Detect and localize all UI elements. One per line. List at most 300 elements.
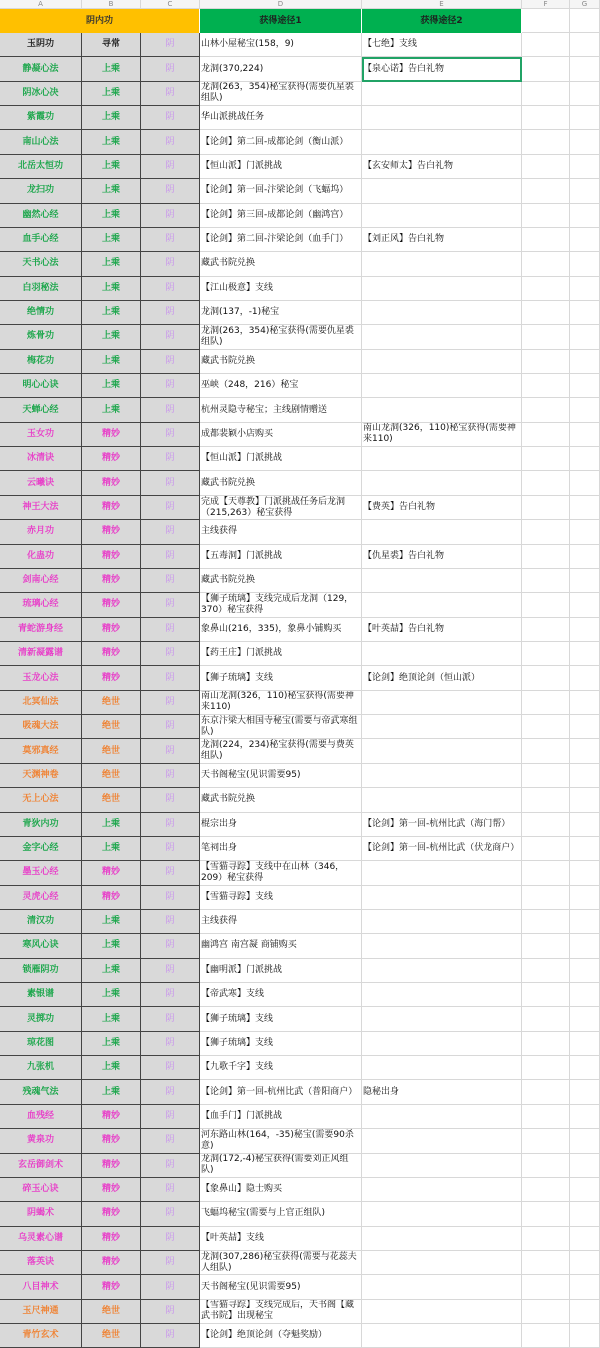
source1-cell[interactable]: 【药王庄】门派挑战	[200, 642, 362, 666]
tier-cell[interactable]: 精妙	[82, 1227, 141, 1251]
tier-cell[interactable]: 精妙	[82, 593, 141, 617]
tier-cell[interactable]: 精妙	[82, 1251, 141, 1275]
empty-cell[interactable]	[570, 593, 600, 617]
tier-cell[interactable]: 绝世	[82, 691, 141, 715]
empty-cell[interactable]	[522, 1105, 570, 1129]
source2-cell[interactable]	[362, 886, 522, 910]
tier-cell[interactable]: 上乘	[82, 910, 141, 934]
type-cell[interactable]: 阴	[141, 545, 200, 569]
skill-name-cell[interactable]: 静凝心法	[0, 57, 82, 81]
empty-cell[interactable]	[522, 934, 570, 958]
empty-cell[interactable]	[570, 886, 600, 910]
skill-name-cell[interactable]: 化蛊功	[0, 545, 82, 569]
type-cell[interactable]: 阴	[141, 642, 200, 666]
source2-cell[interactable]	[362, 593, 522, 617]
empty-cell[interactable]	[570, 106, 600, 130]
skill-name-cell[interactable]: 云曦诀	[0, 471, 82, 495]
empty-cell[interactable]	[522, 569, 570, 593]
source2-cell[interactable]: 【叶英喆】告白礼物	[362, 618, 522, 642]
tier-cell[interactable]: 上乘	[82, 204, 141, 228]
source1-cell[interactable]: 【血手门】门派挑战	[200, 1105, 362, 1129]
skill-name-cell[interactable]: 灵掷功	[0, 1007, 82, 1031]
source1-cell[interactable]: 【叶英喆】支线	[200, 1227, 362, 1251]
empty-cell[interactable]	[522, 520, 570, 544]
type-cell[interactable]: 阴	[141, 277, 200, 301]
tier-cell[interactable]: 精妙	[82, 569, 141, 593]
skill-name-cell[interactable]: 青狄内功	[0, 813, 82, 837]
source2-cell[interactable]	[362, 1324, 522, 1348]
empty-cell[interactable]	[522, 642, 570, 666]
empty-cell[interactable]	[570, 764, 600, 788]
source1-cell[interactable]: 笔祠出身	[200, 837, 362, 861]
source1-cell[interactable]: 【幽明派】门派挑战	[200, 959, 362, 983]
source2-cell[interactable]	[362, 179, 522, 203]
empty-cell[interactable]	[522, 983, 570, 1007]
source1-cell[interactable]: 藏武书院兑换	[200, 788, 362, 812]
empty-cell[interactable]	[570, 618, 600, 642]
source1-cell[interactable]: 棍宗出身	[200, 813, 362, 837]
skill-name-cell[interactable]: 碎玉心诀	[0, 1178, 82, 1202]
source2-cell[interactable]	[362, 447, 522, 471]
empty-cell[interactable]	[522, 423, 570, 447]
skill-name-cell[interactable]: 梅花功	[0, 350, 82, 374]
empty-cell[interactable]	[570, 837, 600, 861]
empty-cell[interactable]	[570, 155, 600, 179]
type-cell[interactable]: 阴	[141, 1105, 200, 1129]
skill-name-cell[interactable]: 天蝉心经	[0, 398, 82, 422]
skill-name-cell[interactable]: 剑南心经	[0, 569, 82, 593]
type-cell[interactable]: 阴	[141, 1007, 200, 1031]
skill-name-cell[interactable]: 素银谱	[0, 983, 82, 1007]
type-cell[interactable]: 阴	[141, 618, 200, 642]
empty-cell[interactable]	[522, 739, 570, 763]
type-cell[interactable]: 阴	[141, 1154, 200, 1178]
source2-cell[interactable]: 隐秘出身	[362, 1080, 522, 1104]
tier-cell[interactable]: 上乘	[82, 228, 141, 252]
empty-cell[interactable]	[522, 910, 570, 934]
source2-cell[interactable]: 【费英】告白礼物	[362, 496, 522, 520]
source2-cell[interactable]	[362, 934, 522, 958]
source1-cell[interactable]: 天书阁秘宝(见识需要95)	[200, 764, 362, 788]
type-cell[interactable]: 阴	[141, 179, 200, 203]
source1-cell[interactable]: 【论剑】绝顶论剑（夺魁奖励）	[200, 1324, 362, 1348]
source2-cell[interactable]: 【刘正风】告白礼物	[362, 228, 522, 252]
type-cell[interactable]: 阴	[141, 106, 200, 130]
empty-cell[interactable]	[570, 910, 600, 934]
source2-cell[interactable]	[362, 1227, 522, 1251]
source2-cell[interactable]: 【仇星裘】告白礼物	[362, 545, 522, 569]
empty-cell[interactable]	[522, 301, 570, 325]
skill-name-cell[interactable]: 锁雁阴功	[0, 959, 82, 983]
empty-cell[interactable]	[522, 471, 570, 495]
empty-cell[interactable]	[522, 1251, 570, 1275]
tier-cell[interactable]: 精妙	[82, 1105, 141, 1129]
source2-cell[interactable]	[362, 252, 522, 276]
empty-cell[interactable]	[570, 1056, 600, 1080]
skill-name-cell[interactable]: 灵虎心经	[0, 886, 82, 910]
tier-cell[interactable]: 上乘	[82, 252, 141, 276]
empty-cell[interactable]	[522, 618, 570, 642]
empty-cell[interactable]	[570, 57, 600, 81]
tier-cell[interactable]: 精妙	[82, 496, 141, 520]
type-cell[interactable]: 阴	[141, 959, 200, 983]
tier-cell[interactable]: 寻常	[82, 33, 141, 57]
tier-cell[interactable]: 上乘	[82, 277, 141, 301]
empty-cell[interactable]	[522, 593, 570, 617]
source2-cell[interactable]: 南山龙洞(326，110)秘宝获得(需要神来110)	[362, 423, 522, 447]
empty-cell[interactable]	[522, 325, 570, 349]
source1-cell[interactable]: 藏武书院兑换	[200, 569, 362, 593]
source1-cell[interactable]: 龙洞(137，-1)秘宝	[200, 301, 362, 325]
source2-cell[interactable]	[362, 130, 522, 154]
source2-cell[interactable]	[362, 715, 522, 739]
type-cell[interactable]: 阴	[141, 1178, 200, 1202]
empty-cell[interactable]	[570, 545, 600, 569]
type-cell[interactable]: 阴	[141, 374, 200, 398]
source1-cell[interactable]: 【帝武寒】支线	[200, 983, 362, 1007]
skill-name-cell[interactable]: 龙扫功	[0, 179, 82, 203]
type-cell[interactable]: 阴	[141, 910, 200, 934]
empty-cell[interactable]	[570, 983, 600, 1007]
column-letter-d[interactable]: D	[200, 0, 362, 8]
empty-cell[interactable]	[570, 471, 600, 495]
skill-name-cell[interactable]: 无上心法	[0, 788, 82, 812]
source1-cell[interactable]: 【雪猫寻踪】支线完成后，天书阁【藏武书院】出现秘宝	[200, 1300, 362, 1324]
empty-cell[interactable]	[570, 813, 600, 837]
type-cell[interactable]: 阴	[141, 691, 200, 715]
empty-cell[interactable]	[522, 691, 570, 715]
empty-cell[interactable]	[522, 1227, 570, 1251]
source1-cell[interactable]: 杭州灵隐寺秘宝；主线剧情赠送	[200, 398, 362, 422]
skill-name-cell[interactable]: 冰清诀	[0, 447, 82, 471]
source2-cell[interactable]	[362, 520, 522, 544]
column-letter-b[interactable]: B	[82, 0, 141, 8]
source2-cell[interactable]	[362, 1056, 522, 1080]
source2-cell[interactable]: 【七绝】支线	[362, 33, 522, 57]
empty-cell[interactable]	[570, 447, 600, 471]
tier-cell[interactable]: 精妙	[82, 886, 141, 910]
source2-cell[interactable]	[362, 1275, 522, 1299]
type-cell[interactable]: 阴	[141, 593, 200, 617]
skill-name-cell[interactable]: 乌灵素心谱	[0, 1227, 82, 1251]
empty-cell[interactable]	[570, 1105, 600, 1129]
tier-cell[interactable]: 上乘	[82, 983, 141, 1007]
type-cell[interactable]: 阴	[141, 1275, 200, 1299]
skill-name-cell[interactable]: 玄岳御剑术	[0, 1154, 82, 1178]
tier-cell[interactable]: 上乘	[82, 57, 141, 81]
tier-cell[interactable]: 上乘	[82, 959, 141, 983]
source1-cell[interactable]: 【雪猫寻踪】支线中在山林（346，209）秘宝获得	[200, 861, 362, 885]
skill-name-cell[interactable]: 琉璃心经	[0, 593, 82, 617]
tier-cell[interactable]: 精妙	[82, 1275, 141, 1299]
source2-cell[interactable]: 【论剑】第一回-杭州比武（伏龙商户）	[362, 837, 522, 861]
tier-cell[interactable]: 精妙	[82, 861, 141, 885]
column-letter-f[interactable]: F	[522, 0, 570, 8]
source1-cell[interactable]: 河东路山林(164，-35)秘宝(需要90杀意)	[200, 1129, 362, 1153]
skill-name-cell[interactable]: 阴蝎术	[0, 1202, 82, 1226]
source2-cell[interactable]	[362, 1154, 522, 1178]
source1-cell[interactable]: 东京汴梁大相国寺秘宝(需要与帝武寒组队)	[200, 715, 362, 739]
empty-cell[interactable]	[570, 82, 600, 106]
skill-name-cell[interactable]: 落英诀	[0, 1251, 82, 1275]
source1-cell[interactable]: 成都裴颖小店购买	[200, 423, 362, 447]
empty-cell[interactable]	[522, 228, 570, 252]
skill-name-cell[interactable]: 玉阴功	[0, 33, 82, 57]
empty-cell[interactable]	[522, 715, 570, 739]
source1-cell[interactable]: 【江山极意】支线	[200, 277, 362, 301]
skill-name-cell[interactable]: 血残经	[0, 1105, 82, 1129]
source2-cell[interactable]: 【玄安师太】告白礼物	[362, 155, 522, 179]
empty-cell[interactable]	[570, 1032, 600, 1056]
empty-cell[interactable]	[570, 569, 600, 593]
tier-cell[interactable]: 精妙	[82, 666, 141, 690]
empty-cell[interactable]	[522, 1056, 570, 1080]
skill-name-cell[interactable]: 阴冰心决	[0, 82, 82, 106]
empty-cell[interactable]	[522, 545, 570, 569]
skill-name-cell[interactable]: 玉龙心法	[0, 666, 82, 690]
skill-name-cell[interactable]: 北冥仙法	[0, 691, 82, 715]
source1-cell[interactable]: 巫峡（248，216）秘宝	[200, 374, 362, 398]
source2-cell[interactable]	[362, 325, 522, 349]
skill-name-cell[interactable]: 八目神术	[0, 1275, 82, 1299]
source2-cell[interactable]	[362, 350, 522, 374]
type-cell[interactable]: 阴	[141, 739, 200, 763]
empty-cell[interactable]	[570, 423, 600, 447]
empty-cell[interactable]	[522, 9, 570, 33]
source1-cell[interactable]: 幽鸿宫 南宫凝 商铺购买	[200, 934, 362, 958]
type-cell[interactable]: 阴	[141, 983, 200, 1007]
source2-cell[interactable]	[362, 1202, 522, 1226]
empty-cell[interactable]	[522, 447, 570, 471]
skill-name-cell[interactable]: 清新凝露谱	[0, 642, 82, 666]
source1-cell[interactable]: 【论剑】第一回-汴梁论剑（飞蝠坞）	[200, 179, 362, 203]
skill-name-cell[interactable]: 玉女功	[0, 423, 82, 447]
source2-cell[interactable]	[362, 764, 522, 788]
source1-cell[interactable]: 龙洞(224，234)秘宝获得(需要与费英组队)	[200, 739, 362, 763]
empty-cell[interactable]	[570, 520, 600, 544]
tier-cell[interactable]: 上乘	[82, 130, 141, 154]
empty-cell[interactable]	[522, 1007, 570, 1031]
empty-cell[interactable]	[522, 1275, 570, 1299]
skill-name-cell[interactable]: 天渊神卷	[0, 764, 82, 788]
tier-cell[interactable]: 绝世	[82, 1300, 141, 1324]
type-cell[interactable]: 阴	[141, 1129, 200, 1153]
tier-cell[interactable]: 精妙	[82, 520, 141, 544]
tier-cell[interactable]: 上乘	[82, 934, 141, 958]
empty-cell[interactable]	[522, 57, 570, 81]
empty-cell[interactable]	[570, 739, 600, 763]
type-cell[interactable]: 阴	[141, 569, 200, 593]
tier-cell[interactable]: 上乘	[82, 398, 141, 422]
source2-cell[interactable]	[362, 788, 522, 812]
type-cell[interactable]: 阴	[141, 1324, 200, 1348]
source1-cell[interactable]: 龙洞(263，354)秘宝获得(需要仇星裘组队)	[200, 325, 362, 349]
source1-cell[interactable]: 【论剑】第二回-成都论剑（衡山派）	[200, 130, 362, 154]
empty-cell[interactable]	[570, 1227, 600, 1251]
type-cell[interactable]: 阴	[141, 496, 200, 520]
source1-cell[interactable]: 飞蝠坞秘宝(需要与上官正组队)	[200, 1202, 362, 1226]
source2-cell[interactable]	[362, 82, 522, 106]
empty-cell[interactable]	[570, 325, 600, 349]
source1-cell[interactable]: 象鼻山(216，335)，象鼻小铺购买	[200, 618, 362, 642]
empty-cell[interactable]	[522, 350, 570, 374]
tier-cell[interactable]: 上乘	[82, 155, 141, 179]
skill-name-cell[interactable]: 神王大法	[0, 496, 82, 520]
header-source1-cell[interactable]: 获得途径1	[200, 9, 362, 33]
type-cell[interactable]: 阴	[141, 715, 200, 739]
source1-cell[interactable]: 【狮子琉璃】支线完成后龙洞（129，370）秘宝获得	[200, 593, 362, 617]
empty-cell[interactable]	[570, 1080, 600, 1104]
source1-cell[interactable]: 藏武书院兑换	[200, 252, 362, 276]
type-cell[interactable]: 阴	[141, 813, 200, 837]
tier-cell[interactable]: 上乘	[82, 837, 141, 861]
type-cell[interactable]: 阴	[141, 130, 200, 154]
type-cell[interactable]: 阴	[141, 325, 200, 349]
column-letter-c[interactable]: C	[141, 0, 200, 8]
empty-cell[interactable]	[522, 1202, 570, 1226]
selected-source2-cell[interactable]: 【泉心诺】告白礼物	[362, 57, 522, 81]
empty-cell[interactable]	[570, 398, 600, 422]
skill-name-cell[interactable]: 九张机	[0, 1056, 82, 1080]
source2-cell[interactable]	[362, 1007, 522, 1031]
tier-cell[interactable]: 上乘	[82, 374, 141, 398]
empty-cell[interactable]	[522, 959, 570, 983]
column-letter-e[interactable]: E	[362, 0, 522, 8]
empty-cell[interactable]	[522, 179, 570, 203]
source2-cell[interactable]	[362, 1178, 522, 1202]
empty-cell[interactable]	[570, 666, 600, 690]
skill-name-cell[interactable]: 黄泉功	[0, 1129, 82, 1153]
empty-cell[interactable]	[570, 861, 600, 885]
skill-name-cell[interactable]: 清汉功	[0, 910, 82, 934]
skill-name-cell[interactable]: 青竹玄术	[0, 1324, 82, 1348]
empty-cell[interactable]	[570, 252, 600, 276]
source2-cell[interactable]: 【论剑】第一回-杭州比武（海门帮）	[362, 813, 522, 837]
source2-cell[interactable]	[362, 1105, 522, 1129]
empty-cell[interactable]	[522, 666, 570, 690]
skill-name-cell[interactable]: 莫邪真经	[0, 739, 82, 763]
empty-cell[interactable]	[570, 959, 600, 983]
source2-cell[interactable]	[362, 374, 522, 398]
source1-cell[interactable]: 【论剑】第二回-汴梁论剑（血手门）	[200, 228, 362, 252]
source1-cell[interactable]: 【雪猫寻踪】支线	[200, 886, 362, 910]
skill-name-cell[interactable]: 残魂气法	[0, 1080, 82, 1104]
empty-cell[interactable]	[522, 1178, 570, 1202]
tier-cell[interactable]: 上乘	[82, 325, 141, 349]
source1-cell[interactable]: 【狮子琉璃】支线	[200, 1007, 362, 1031]
source1-cell[interactable]: 龙洞(172,-4)秘宝获得(需要刘正风组队)	[200, 1154, 362, 1178]
source2-cell[interactable]	[362, 959, 522, 983]
empty-cell[interactable]	[570, 691, 600, 715]
empty-cell[interactable]	[570, 374, 600, 398]
source2-cell[interactable]	[362, 106, 522, 130]
tier-cell[interactable]: 上乘	[82, 1032, 141, 1056]
source2-cell[interactable]	[362, 398, 522, 422]
source2-cell[interactable]	[362, 739, 522, 763]
skill-name-cell[interactable]: 明心心诀	[0, 374, 82, 398]
source1-cell[interactable]: 龙洞(263，354)秘宝获得(需要仇星裘组队)	[200, 82, 362, 106]
empty-cell[interactable]	[570, 179, 600, 203]
source1-cell[interactable]: 藏武书院兑换	[200, 350, 362, 374]
tier-cell[interactable]: 上乘	[82, 301, 141, 325]
type-cell[interactable]: 阴	[141, 301, 200, 325]
empty-cell[interactable]	[570, 1178, 600, 1202]
source1-cell[interactable]: 【象鼻山】隐士购买	[200, 1178, 362, 1202]
type-cell[interactable]: 阴	[141, 1202, 200, 1226]
empty-cell[interactable]	[570, 1129, 600, 1153]
tier-cell[interactable]: 精妙	[82, 471, 141, 495]
type-cell[interactable]: 阴	[141, 764, 200, 788]
type-cell[interactable]: 阴	[141, 57, 200, 81]
tier-cell[interactable]: 绝世	[82, 764, 141, 788]
source1-cell[interactable]: 主线获得	[200, 910, 362, 934]
skill-name-cell[interactable]: 墨玉心经	[0, 861, 82, 885]
skill-name-cell[interactable]: 吸魂大法	[0, 715, 82, 739]
skill-name-cell[interactable]: 玉尺神通	[0, 1300, 82, 1324]
tier-cell[interactable]: 上乘	[82, 82, 141, 106]
column-letter-a[interactable]: A	[0, 0, 82, 8]
empty-cell[interactable]	[570, 1300, 600, 1324]
source2-cell[interactable]	[362, 569, 522, 593]
type-cell[interactable]: 阴	[141, 350, 200, 374]
skill-name-cell[interactable]: 幽然心经	[0, 204, 82, 228]
empty-cell[interactable]	[570, 277, 600, 301]
source2-cell[interactable]	[362, 1129, 522, 1153]
type-cell[interactable]: 阴	[141, 1251, 200, 1275]
source1-cell[interactable]: 【恒山派】门派挑战	[200, 447, 362, 471]
source1-cell[interactable]: 【论剑】第三回-成都论剑（幽鸿宫）	[200, 204, 362, 228]
skill-name-cell[interactable]: 紫霞功	[0, 106, 82, 130]
skill-name-cell[interactable]: 寒风心诀	[0, 934, 82, 958]
empty-cell[interactable]	[522, 155, 570, 179]
empty-cell[interactable]	[522, 374, 570, 398]
header-category-cell[interactable]: 阴内功	[0, 9, 200, 33]
empty-cell[interactable]	[522, 130, 570, 154]
type-cell[interactable]: 阴	[141, 837, 200, 861]
tier-cell[interactable]: 精妙	[82, 1202, 141, 1226]
type-cell[interactable]: 阴	[141, 447, 200, 471]
type-cell[interactable]: 阴	[141, 1300, 200, 1324]
empty-cell[interactable]	[570, 496, 600, 520]
source1-cell[interactable]: 龙洞(370,224)	[200, 57, 362, 81]
tier-cell[interactable]: 上乘	[82, 106, 141, 130]
type-cell[interactable]: 阴	[141, 252, 200, 276]
empty-cell[interactable]	[570, 33, 600, 57]
empty-cell[interactable]	[522, 204, 570, 228]
type-cell[interactable]: 阴	[141, 204, 200, 228]
type-cell[interactable]: 阴	[141, 788, 200, 812]
empty-cell[interactable]	[522, 1032, 570, 1056]
empty-cell[interactable]	[570, 1007, 600, 1031]
empty-cell[interactable]	[570, 1275, 600, 1299]
tier-cell[interactable]: 绝世	[82, 739, 141, 763]
empty-cell[interactable]	[570, 934, 600, 958]
empty-cell[interactable]	[570, 1202, 600, 1226]
empty-cell[interactable]	[522, 106, 570, 130]
source2-cell[interactable]	[362, 910, 522, 934]
empty-cell[interactable]	[522, 1300, 570, 1324]
empty-cell[interactable]	[570, 1251, 600, 1275]
source1-cell[interactable]: 藏武书院兑换	[200, 471, 362, 495]
type-cell[interactable]: 阴	[141, 886, 200, 910]
tier-cell[interactable]: 上乘	[82, 1056, 141, 1080]
empty-cell[interactable]	[522, 82, 570, 106]
empty-cell[interactable]	[570, 1324, 600, 1348]
tier-cell[interactable]: 精妙	[82, 618, 141, 642]
tier-cell[interactable]: 上乘	[82, 1007, 141, 1031]
empty-cell[interactable]	[522, 764, 570, 788]
skill-name-cell[interactable]: 炼骨功	[0, 325, 82, 349]
